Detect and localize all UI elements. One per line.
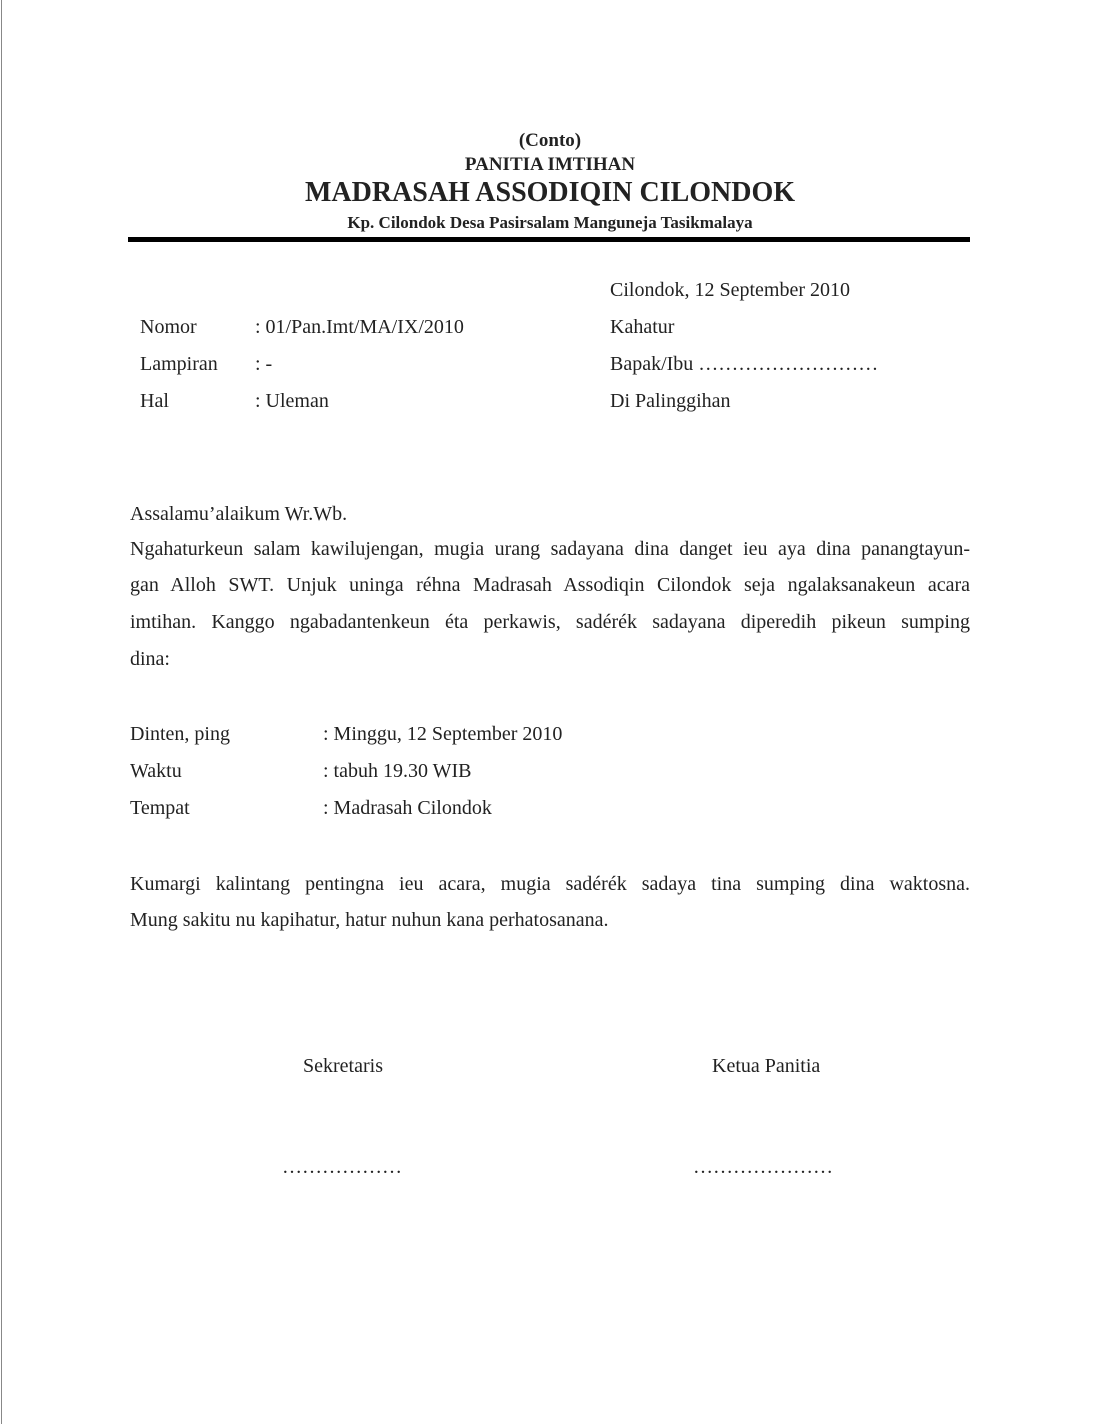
field-label: Hal: [140, 390, 169, 412]
detail-value: : Minggu, 12 September 2010: [323, 723, 563, 745]
paragraph-line: gan Alloh SWT. Unjuk uninga réhna Madrasah Assodiqin Cilondok seja ngalaksanakeun acara: [130, 574, 970, 596]
paragraph-line: dina:: [130, 648, 170, 670]
committee-name: PANITIA IMTIHAN: [464, 154, 636, 175]
greeting: Assalamu’alaikum Wr.Wb.: [130, 503, 348, 525]
signature-name-chair: …………………: [693, 1156, 833, 1178]
field-value: : Uleman: [255, 390, 329, 412]
signature-title-chair: Ketua Panitia: [712, 1055, 821, 1077]
sample-label: (Conto): [518, 130, 582, 151]
detail-label: Tempat: [130, 797, 190, 819]
institution-address: Kp. Cilondok Desa Pasirsalam Manguneja Tasikmalaya: [347, 213, 753, 232]
recipient-line: Bapak/Ibu ………………………: [610, 353, 879, 375]
closing-line: Mung sakitu nu kapihatur, hatur nuhun kana perhatosanana.: [130, 909, 609, 931]
place-date: Cilondok, 12 September 2010: [610, 279, 850, 301]
field-value: : -: [255, 353, 273, 375]
field-label: Lampiran: [140, 353, 218, 375]
closing-line: Kumargi kalintang pentingna ieu acara, mugia sadérék sadaya tina sumping dina waktosna.: [130, 873, 970, 895]
paragraph-line: Ngahaturkeun salam kawilujengan, mugia urang sadayana dina danget ieu aya dina panangtayun-: [130, 538, 970, 560]
letterhead-rule: [128, 237, 970, 242]
signature-title-secretary: Sekretaris: [303, 1055, 383, 1077]
detail-value: : tabuh 19.30 WIB: [323, 760, 472, 782]
field-value: : 01/Pan.Imt/MA/IX/2010: [255, 316, 464, 338]
recipient-line: Kahatur: [610, 316, 675, 338]
detail-value: : Madrasah Cilondok: [323, 797, 492, 819]
field-label: Nomor: [140, 316, 197, 338]
detail-label: Waktu: [130, 760, 182, 782]
signature-name-secretary: ………………: [282, 1156, 402, 1178]
detail-label: Dinten, ping: [130, 723, 230, 745]
paragraph-line: imtihan. Kanggo ngabadantenkeun éta perkawis, sadérék sadayana diperedih pikeun sumping: [130, 611, 970, 633]
recipient-line: Di Palinggihan: [610, 390, 731, 412]
institution-name: MADRASAH ASSODIQIN CILONDOK: [304, 177, 796, 208]
